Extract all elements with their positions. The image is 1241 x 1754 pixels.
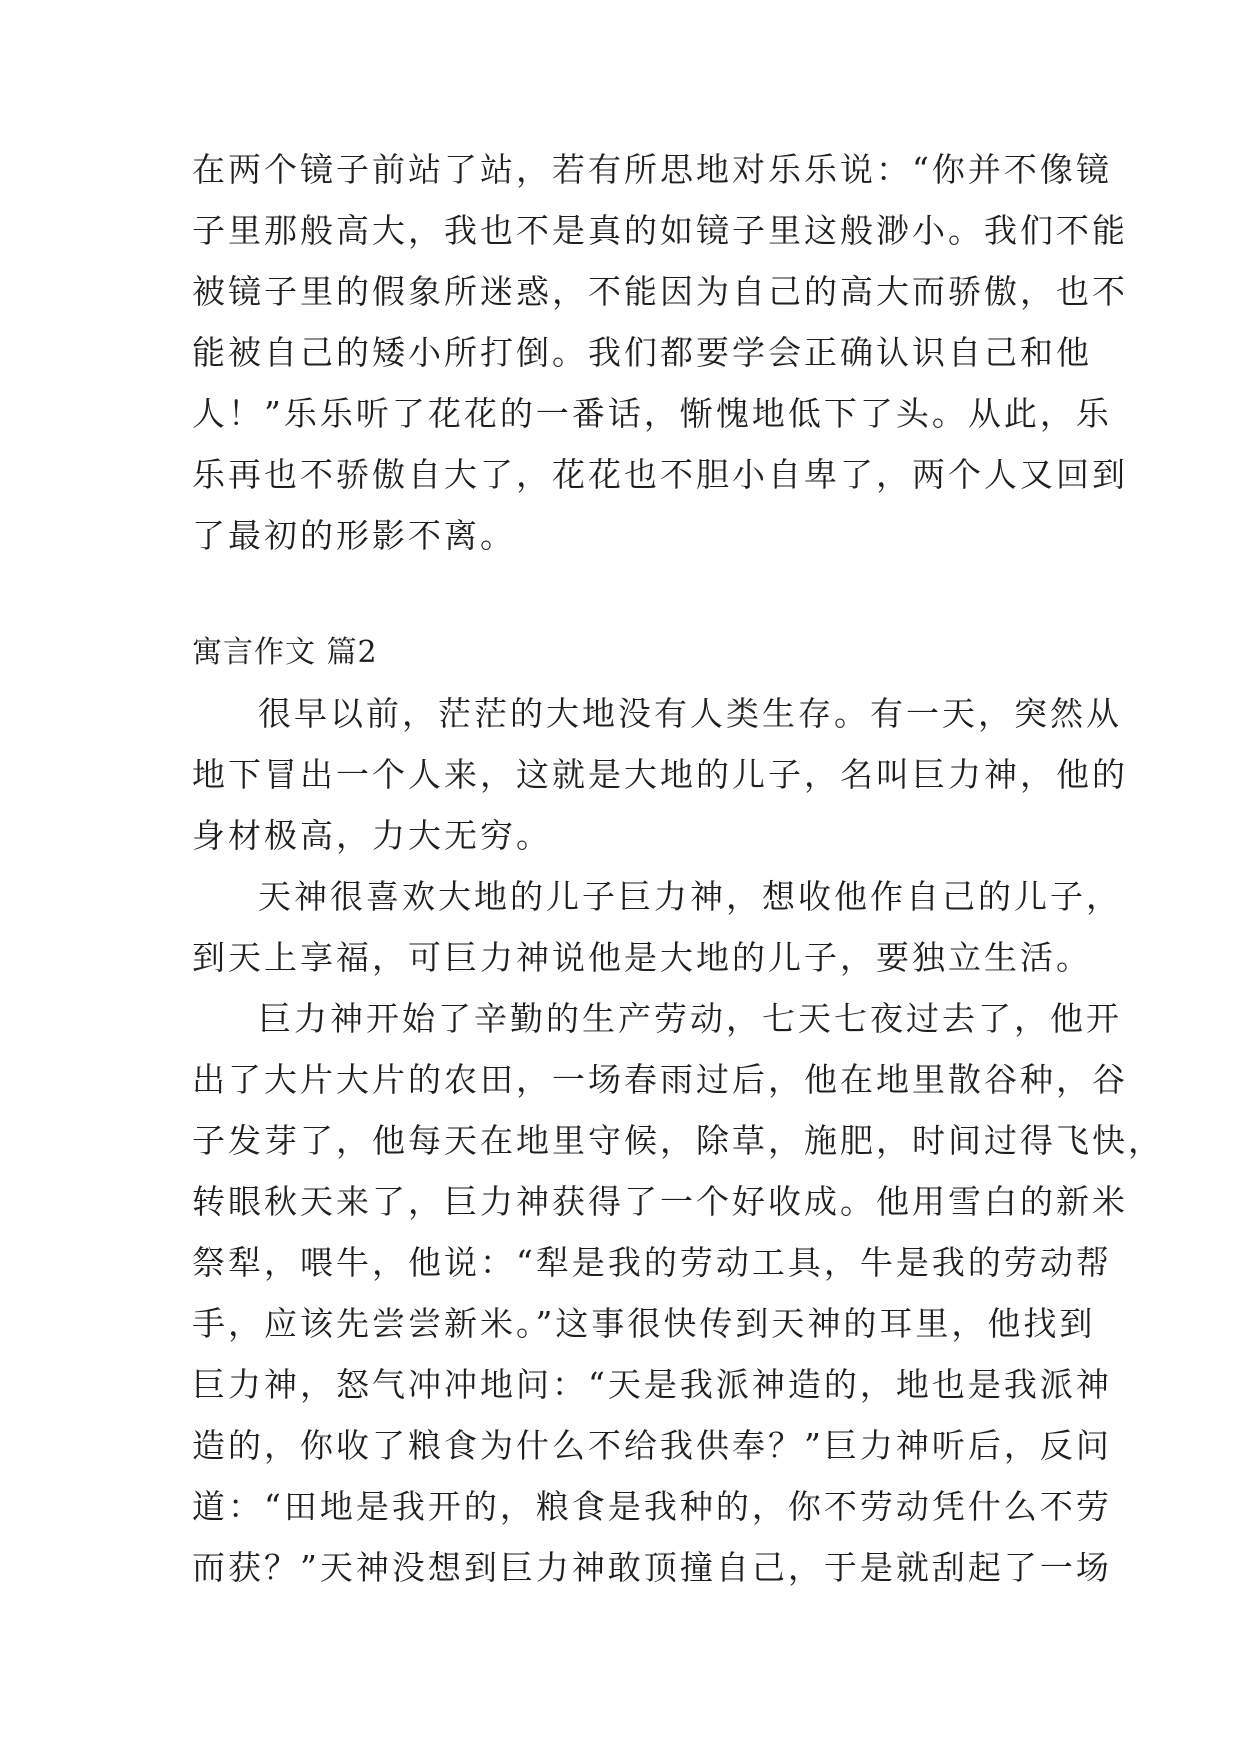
story1-line-5: 人！”乐乐听了花花的一番话，惭愧地低下了头。从此，乐 — [192, 394, 1112, 433]
p3-line-6: 手，应该先尝尝新米。”这事很快传到天神的耳里，他找到 — [192, 1304, 1096, 1343]
p3-line-9: 道：“田地是我开的，粮食是我种的，你不劳动凭什么不劳 — [192, 1487, 1112, 1526]
p1-line-2: 地下冒出一个人来，这就是大地的儿子，名叫巨力神，他的 — [192, 755, 1128, 794]
p3-line-2: 出了大片大片的农田，一场春雨过后，他在地里散谷种，谷 — [192, 1060, 1128, 1099]
p2-line-2: 到天上享福，可巨力神说他是大地的儿子，要独立生活。 — [192, 938, 1092, 977]
story1-line-3: 被镜子里的假象所迷惑，不能因为自己的高大而骄傲，也不 — [192, 272, 1128, 311]
section-heading: 寓言作文 篇2 — [192, 635, 378, 670]
p1-line-1: 很早以前，茫茫的大地没有人类生存。有一天，突然从 — [258, 694, 1122, 733]
p2-line-1: 天神很喜欢大地的儿子巨力神，想收他作自己的儿子， — [258, 877, 1122, 916]
p3-line-10: 而获？”天神没想到巨力神敢顶撞自己，于是就刮起了一场 — [192, 1548, 1112, 1587]
story1-line-7: 了最初的形影不离。 — [192, 516, 516, 555]
p3-line-3: 子发芽了，他每天在地里守候，除草，施肥，时间过得飞快， — [192, 1121, 1164, 1160]
p3-line-7: 巨力神，怒气冲冲地问：“天是我派神造的，地也是我派神 — [192, 1365, 1112, 1404]
p3-line-5: 祭犁，喂牛，他说：“犁是我的劳动工具，牛是我的劳动帮 — [192, 1243, 1112, 1282]
p3-line-8: 造的，你收了粮食为什么不给我供奉？”巨力神听后，反问 — [192, 1426, 1112, 1465]
story1-line-1: 在两个镜子前站了站，若有所思地对乐乐说：“你并不像镜 — [192, 150, 1112, 189]
p3-line-1: 巨力神开始了辛勤的生产劳动，七天七夜过去了，他开 — [258, 999, 1122, 1038]
story1-line-2: 子里那般高大，我也不是真的如镜子里这般渺小。我们不能 — [192, 211, 1128, 250]
story1-line-6: 乐再也不骄傲自大了，花花也不胆小自卑了，两个人又回到 — [192, 455, 1128, 494]
p3-line-4: 转眼秋天来了，巨力神获得了一个好收成。他用雪白的新米 — [192, 1182, 1128, 1221]
p1-line-3: 身材极高，力大无穷。 — [192, 816, 552, 855]
story1-line-4: 能被自己的矮小所打倒。我们都要学会正确认识自己和他 — [192, 333, 1092, 372]
